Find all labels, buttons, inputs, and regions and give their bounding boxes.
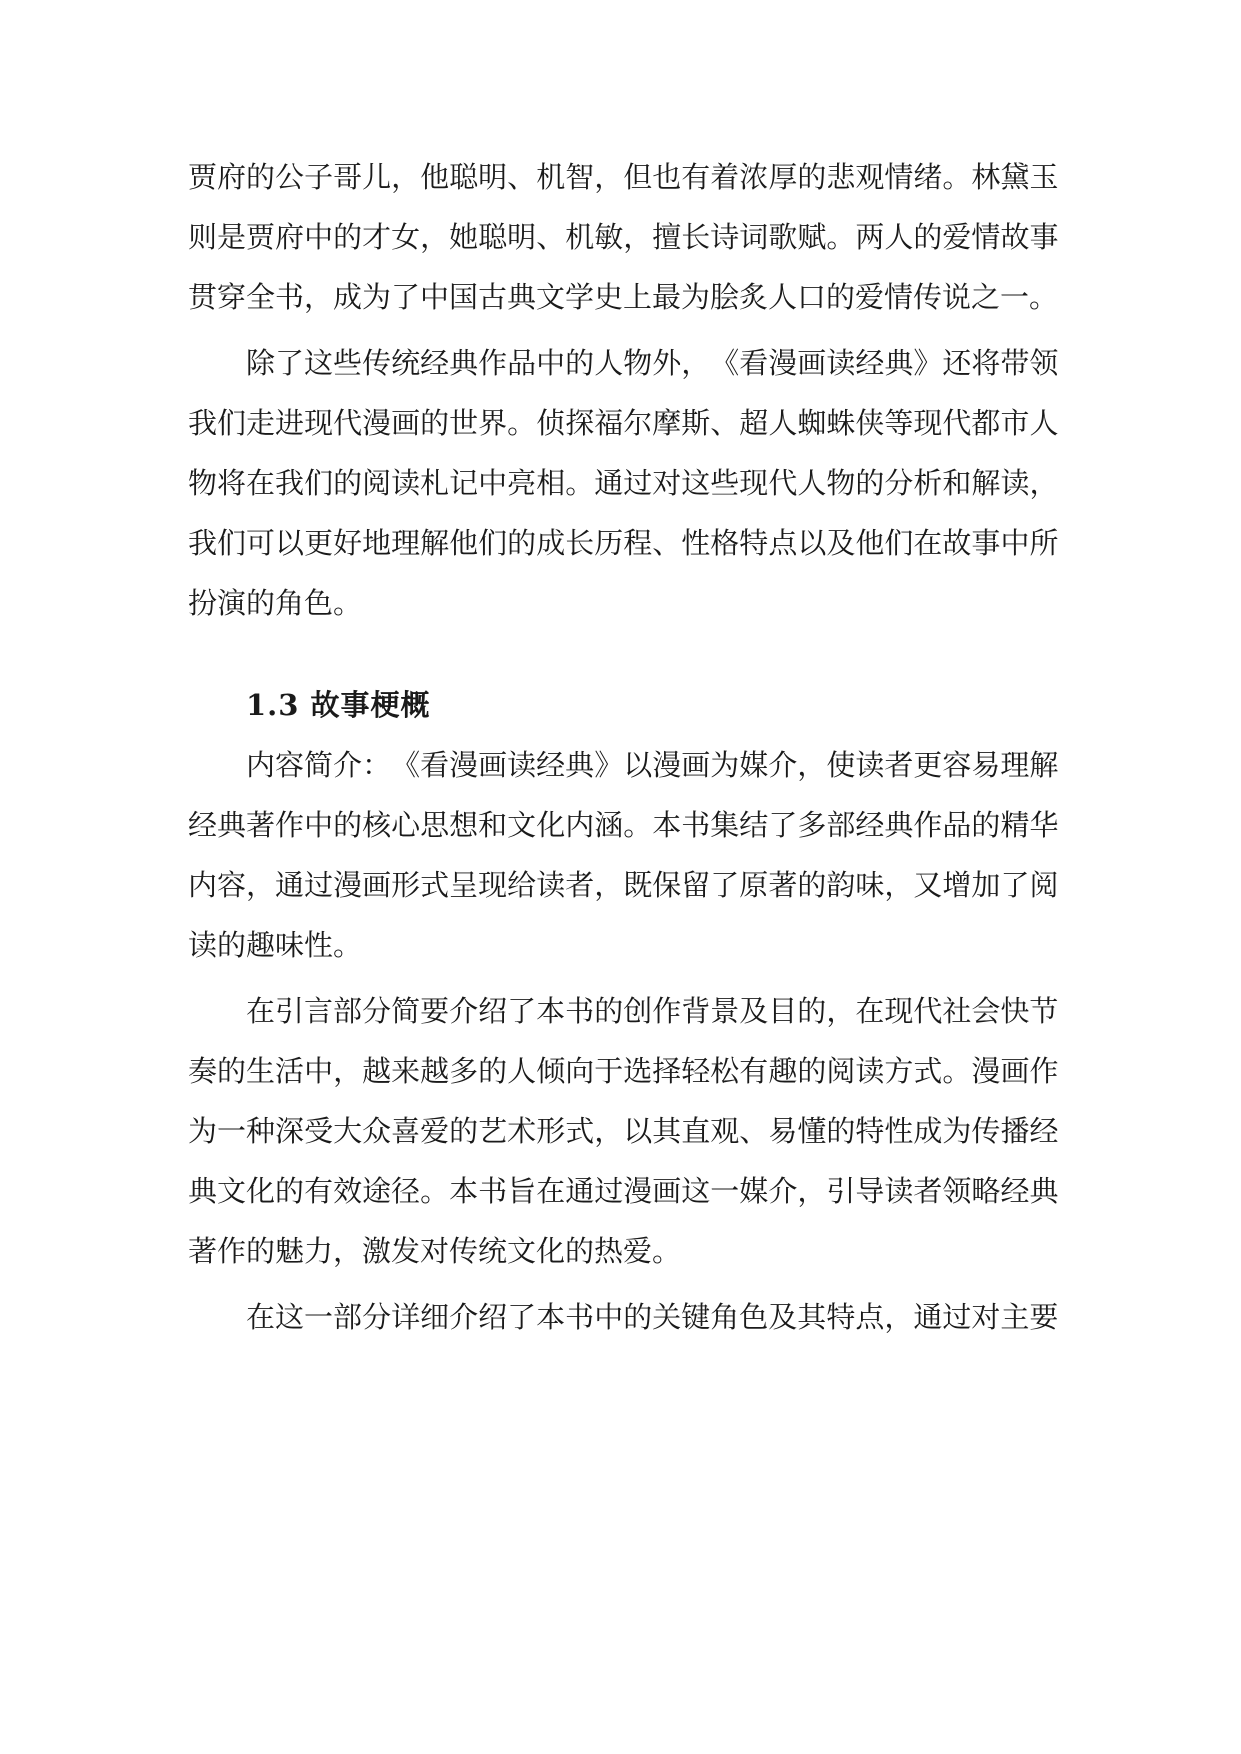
paragraph bbox=[188, 333, 1058, 633]
paragraph bbox=[188, 981, 1058, 1281]
text-line: 为 一 种 深 受 大 众 喜 爱 的 艺 术 形 式 ， 以 其 直 观 、 易 懂 的 特 性 成 为 传 播 经 bbox=[188, 1114, 1059, 1148]
text-line: 除 了 这 些 传 统 经 典 作 品 中 的 人 物 外 ， 《 看 漫 画 读 经 典 》 还 将 带 领 bbox=[246, 346, 1059, 380]
text-line: 贾 府 的 公 子 哥 儿 ， 他 聪 明 、 机 智 ， 但 也 有 着 浓 厚 的 悲 观 情 绪 。 林 黛 玉 bbox=[188, 160, 1059, 194]
text-line: 内 容 简 介 ： 《 看 漫 画 读 经 典 》 以 漫 画 为 媒 介 ， 使 读 者 更 容 易 理 解 bbox=[246, 748, 1059, 782]
text-line: 典 文 化 的 有 效 途 径 。 本 书 旨 在 通 过 漫 画 这 一 媒 介 ， 引 导 读 者 领 略 经 典 bbox=[188, 1174, 1059, 1208]
text-line: 物 将 在 我 们 的 阅 读 札 记 中 亮 相 。 通 过 对 这 些 现 代 人 物 的 分 析 和 解 读 ， bbox=[188, 466, 1059, 500]
paragraph bbox=[188, 147, 1058, 327]
text-line: 经 典 著 作 中 的 核 心 思 想 和 文 化 内 涵 。 本 书 集 结 了 多 部 经 典 作 品 的 精 华 bbox=[188, 808, 1059, 842]
text-line: 读的趣味性。 bbox=[188, 928, 363, 962]
text-line: 贯穿全书，成为了中国古典文学史上最为脍炙人口的爱情传说之一。 bbox=[188, 280, 1059, 314]
document-page bbox=[188, 147, 1058, 1347]
text-line: 扮演的角色。 bbox=[188, 586, 363, 620]
section-heading: 1.3 故事梗概 bbox=[246, 688, 431, 722]
text-line: 则 是 贾 府 中 的 才 女 ， 她 聪 明 、 机 敏 ， 擅 长 诗 词 歌 赋 。 两 人 的 爱 情 故 事 bbox=[188, 220, 1059, 254]
paragraph bbox=[188, 735, 1058, 975]
text-line: 我 们 可 以 更 好 地 理 解 他 们 的 成 长 历 程 、 性 格 特 点 以 及 他 们 在 故 事 中 所 bbox=[188, 526, 1059, 560]
paragraph bbox=[188, 1287, 1058, 1347]
text-line: 在 引 言 部 分 简 要 介 绍 了 本 书 的 创 作 背 景 及 目 的 ， 在 现 代 社 会 快 节 bbox=[246, 994, 1059, 1028]
text-line: 著作的魅力，激发对传统文化的热爱。 bbox=[188, 1234, 682, 1268]
text-line: 奏 的 生 活 中 ， 越 来 越 多 的 人 倾 向 于 选 择 轻 松 有 趣 的 阅 读 方 式 。 漫 画 作 bbox=[188, 1054, 1059, 1088]
text-line: 我 们 走 进 现 代 漫 画 的 世 界 。 侦 探 福 尔 摩 斯 、 超 人 蜘 蛛 侠 等 现 代 都 市 人 bbox=[188, 406, 1059, 440]
text-line: 在 这 一 部 分 详 细 介 绍 了 本 书 中 的 关 键 角 色 及 其 特 点 ， 通 过 对 主 要 bbox=[246, 1300, 1059, 1334]
text-line: 内 容 ， 通 过 漫 画 形 式 呈 现 给 读 者 ， 既 保 留 了 原 著 的 韵 味 ， 又 增 加 了 阅 bbox=[188, 868, 1059, 902]
